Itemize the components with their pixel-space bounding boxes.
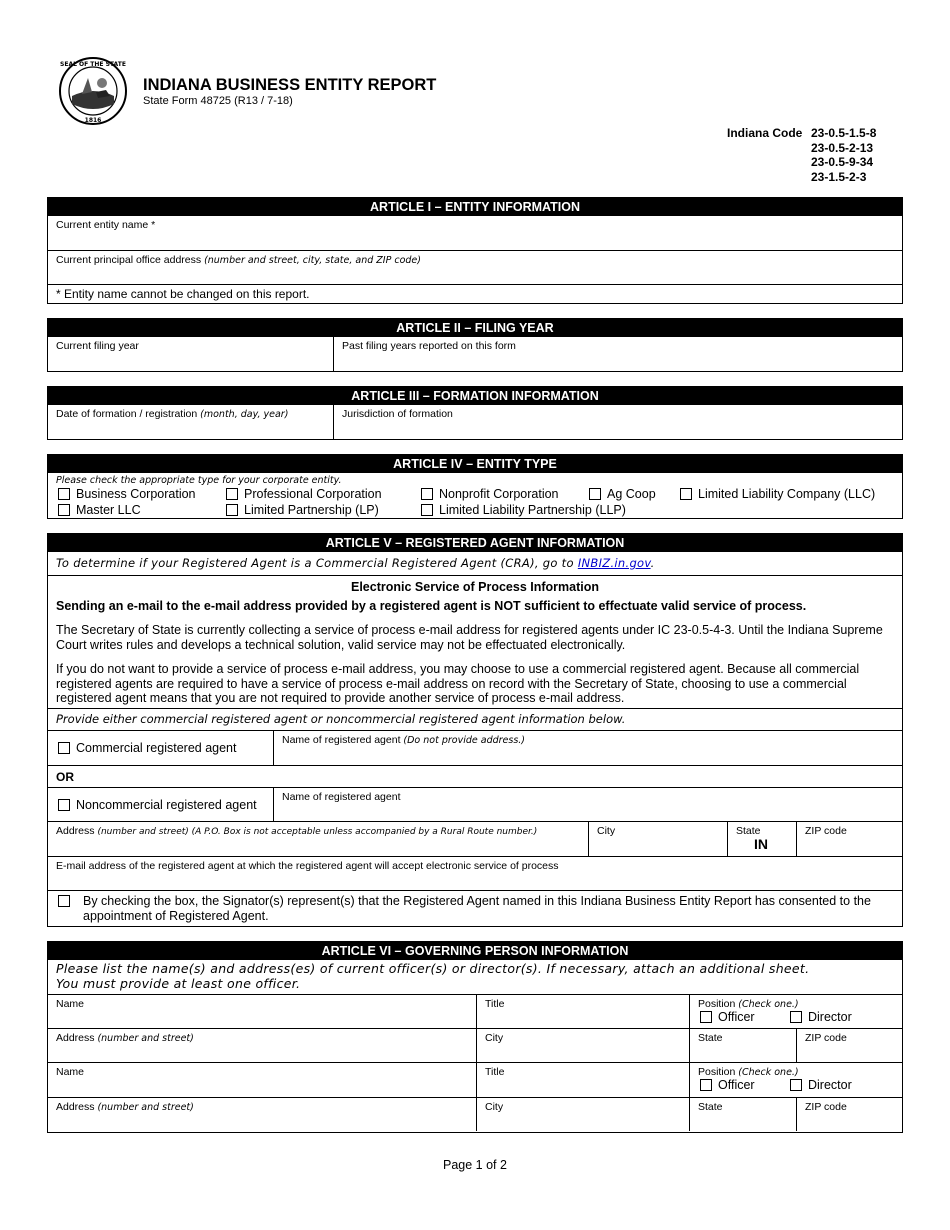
commercial-agent-name-field[interactable] (273, 731, 902, 765)
checkbox-icon[interactable] (700, 1011, 712, 1023)
person-1-name-row (48, 994, 902, 1028)
esop-warning: Sending an e-mail to the e-mail address provided by a registered agent is NOT sufficient to effectuate valid service of process. (56, 599, 807, 613)
person-2-officer-option[interactable]: Officer (700, 1078, 755, 1092)
checkbox-icon[interactable] (58, 742, 70, 754)
entity-type-master-llc[interactable]: Master LLC (58, 503, 141, 517)
agent-address-field[interactable] (48, 822, 588, 856)
article-4-title: ARTICLE IV – ENTITY TYPE (48, 455, 902, 473)
checkbox-icon[interactable] (680, 488, 692, 500)
person-1-address-field[interactable] (48, 1029, 476, 1062)
article-5-section (47, 533, 903, 927)
indiana-code-label: Indiana Code (727, 126, 803, 140)
entity-type-llc[interactable]: Limited Liability Company (LLC) (680, 487, 875, 501)
person-1-title-field[interactable] (476, 995, 689, 1028)
indiana-code-list (811, 126, 876, 184)
person-1-city-field[interactable] (476, 1029, 689, 1062)
person-2-position-field (689, 1063, 902, 1097)
article-1-section (47, 197, 903, 304)
commercial-agent-name-label: Name of registered agent (Do not provide address.) (282, 734, 525, 746)
or-label: OR (56, 770, 74, 784)
commercial-agent-option[interactable] (48, 731, 273, 765)
state-seal-icon (58, 56, 128, 126)
person-position-label: Position (Check one.) (698, 998, 799, 1010)
person-2-title-field[interactable] (476, 1063, 689, 1097)
inbiz-link[interactable]: INBIZ.in.gov (577, 556, 651, 570)
person-title-label: Title (485, 998, 505, 1010)
indiana-code-item: 23-0.5-9-34 (811, 155, 874, 169)
agent-city-field[interactable] (588, 822, 727, 856)
entity-name-footnote: * Entity name cannot be changed on this report. (56, 287, 310, 301)
agent-state-label: State (736, 825, 761, 837)
person-name-label: Name (56, 1066, 85, 1078)
form-number: State Form 48725 (R13 / 7-18) (143, 95, 293, 107)
person-2-director-option[interactable]: Director (790, 1078, 852, 1092)
past-filing-years-field[interactable] (333, 337, 902, 371)
agent-state-field[interactable] (727, 822, 796, 856)
person-city-label: City (485, 1101, 504, 1113)
entity-name-label: Current entity name * (56, 219, 156, 231)
person-1-state-field[interactable] (689, 1029, 796, 1062)
article-6-section (47, 941, 903, 1133)
person-2-zip-field[interactable] (796, 1098, 902, 1131)
checkbox-icon[interactable] (226, 488, 238, 500)
person-state-label: State (698, 1032, 723, 1044)
person-state-label: State (698, 1101, 723, 1113)
consent-text: By checking the box, the Signator(s) represent(s) that the Registered Agent named in this Indiana Business Entity Report has consented to the appointment of Registered Agent. (83, 894, 871, 923)
agent-zip-field[interactable] (796, 822, 902, 856)
person-city-label: City (485, 1032, 504, 1044)
person-name-label: Name (56, 998, 85, 1010)
checkbox-icon[interactable] (421, 504, 433, 516)
governing-instruction: Please list the name(s) and address(es) of current officer(s) or director(s). If necessary, attach an additional sheet. You must provide at least one officer. (56, 961, 810, 991)
agent-city-label: City (597, 825, 616, 837)
esop-paragraph-2: If you do not want to provide a service of process e-mail address, you may choose to use a commercial registered agent. Because all commercial registered agents are required to have a service of process e-mail address on record with the Secretary of State, choosing to use a commercial registered agent means that you are not required to provide another service of process e-mail address. (56, 662, 860, 705)
checkbox-icon[interactable] (58, 504, 70, 516)
article-4-section (47, 454, 903, 519)
consent-checkbox[interactable] (58, 895, 70, 907)
jurisdiction-field[interactable] (333, 405, 902, 439)
person-address-label: Address (number and street) (56, 1101, 194, 1113)
person-position-label: Position (Check one.) (698, 1066, 799, 1078)
entity-type-nonprofit-corp[interactable]: Nonprofit Corporation (421, 487, 559, 501)
checkbox-icon[interactable] (790, 1079, 802, 1091)
person-zip-label: ZIP code (805, 1032, 847, 1044)
entity-type-ag-coop[interactable]: Ag Coop (589, 487, 656, 501)
formation-date-label: Date of formation / registration (month, day, year) (56, 408, 289, 420)
principal-office-address-label: Current principal office address (number and street, city, state, and ZIP code) (56, 254, 421, 266)
checkbox-icon[interactable] (58, 488, 70, 500)
article-3-title: ARTICLE III – FORMATION INFORMATION (48, 387, 902, 405)
entity-type-llp[interactable]: Limited Liability Partnership (LLP) (421, 503, 626, 517)
checkbox-icon[interactable] (700, 1079, 712, 1091)
entity-name-footnote-row (48, 284, 902, 303)
article-2-title: ARTICLE II – FILING YEAR (48, 319, 902, 337)
esop-info-block (48, 575, 902, 708)
provide-agent-row (48, 708, 902, 730)
person-1-zip-field[interactable] (796, 1029, 902, 1062)
person-1-officer-option[interactable]: Officer (700, 1010, 755, 1024)
indiana-code-item: 23-1.5-2-3 (811, 169, 867, 184)
entity-type-instruction: Please check the appropriate type for your corporate entity. (56, 475, 342, 486)
noncommercial-agent-name-label: Name of registered agent (282, 791, 401, 803)
person-title-label: Title (485, 1066, 505, 1078)
cra-info-text: To determine if your Registered Agent is a Commercial Registered Agent (CRA), go to INBIZ.in.gov. (56, 556, 655, 570)
indiana-code-item: 23-0.5-2-13 (811, 140, 874, 155)
person-2-name-row (48, 1062, 902, 1097)
provide-agent-text: Provide either commercial registered agent or noncommercial registered agent information below. (56, 712, 626, 726)
entity-type-business-corp[interactable]: Business Corporation (58, 487, 196, 501)
agent-email-label: E-mail address of the registered agent at which the registered agent will accept electronic service of process (56, 860, 559, 872)
article-5-title: ARTICLE V – REGISTERED AGENT INFORMATION (48, 534, 902, 552)
entity-name-field[interactable] (48, 216, 902, 250)
person-2-address-field[interactable] (48, 1098, 476, 1131)
checkbox-icon[interactable] (790, 1011, 802, 1023)
entity-type-lp[interactable]: Limited Partnership (LP) (226, 503, 379, 517)
agent-address-label: Address (number and street) (A P.O. Box is not acceptable unless accompanied by a Rural Route number.) (56, 825, 538, 837)
or-row (48, 765, 902, 787)
person-zip-label: ZIP code (805, 1101, 847, 1113)
indiana-code-item: 23-0.5-1.5-8 (811, 126, 877, 140)
noncommercial-agent-name-field[interactable] (273, 788, 902, 821)
jurisdiction-label: Jurisdiction of formation (342, 408, 453, 420)
agent-email-field[interactable] (48, 856, 902, 890)
principal-office-address-field[interactable] (48, 250, 902, 284)
checkbox-icon[interactable] (589, 488, 601, 500)
person-2-address-row (48, 1097, 902, 1131)
cra-info-row (48, 552, 902, 575)
current-filing-year-label: Current filing year (56, 340, 139, 352)
person-2-city-field[interactable] (476, 1098, 689, 1131)
checkbox-icon[interactable] (58, 799, 70, 811)
form-title: INDIANA BUSINESS ENTITY REPORT (143, 76, 437, 94)
entity-type-professional-corp[interactable]: Professional Corporation (226, 487, 382, 501)
person-1-name-field[interactable] (48, 995, 476, 1028)
commercial-agent-label: Commercial registered agent (76, 741, 237, 755)
article-2-section (47, 318, 903, 372)
person-address-label: Address (number and street) (56, 1032, 194, 1044)
esop-title: Electronic Service of Process Information (351, 580, 599, 594)
noncommercial-agent-label: Noncommercial registered agent (76, 798, 257, 812)
page-number: Page 1 of 2 (443, 1158, 507, 1172)
checkbox-icon[interactable] (226, 504, 238, 516)
person-1-director-option[interactable]: Director (790, 1010, 852, 1024)
past-filing-years-label: Past filing years reported on this form (342, 340, 516, 352)
svg-text:SEAL OF THE STATE: SEAL OF THE STATE (60, 61, 126, 68)
governing-instruction-row (48, 960, 902, 994)
consent-row (48, 890, 902, 925)
person-2-state-field[interactable] (689, 1098, 796, 1131)
esop-paragraph-1: The Secretary of State is currently collecting a service of process e-mail address for registered agents under IC 23-0.5-4-3. Until the Indiana Supreme Court writes rules and develops a technical solution, valid service may not be effectuated electronically. (56, 623, 883, 652)
current-filing-year-field[interactable] (48, 337, 333, 371)
checkbox-icon[interactable] (421, 488, 433, 500)
person-2-name-field[interactable] (48, 1063, 476, 1097)
article-6-title: ARTICLE VI – GOVERNING PERSON INFORMATION (48, 942, 902, 960)
person-1-address-row (48, 1028, 902, 1062)
person-1-position-field (689, 995, 902, 1028)
agent-state-value: IN (754, 836, 768, 852)
article-3-section (47, 386, 903, 440)
article-1-title: ARTICLE I – ENTITY INFORMATION (48, 198, 902, 216)
noncommercial-agent-option[interactable] (48, 788, 273, 821)
agent-zip-label: ZIP code (805, 825, 847, 837)
svg-text:1816: 1816 (84, 117, 102, 124)
formation-date-field[interactable] (48, 405, 333, 439)
